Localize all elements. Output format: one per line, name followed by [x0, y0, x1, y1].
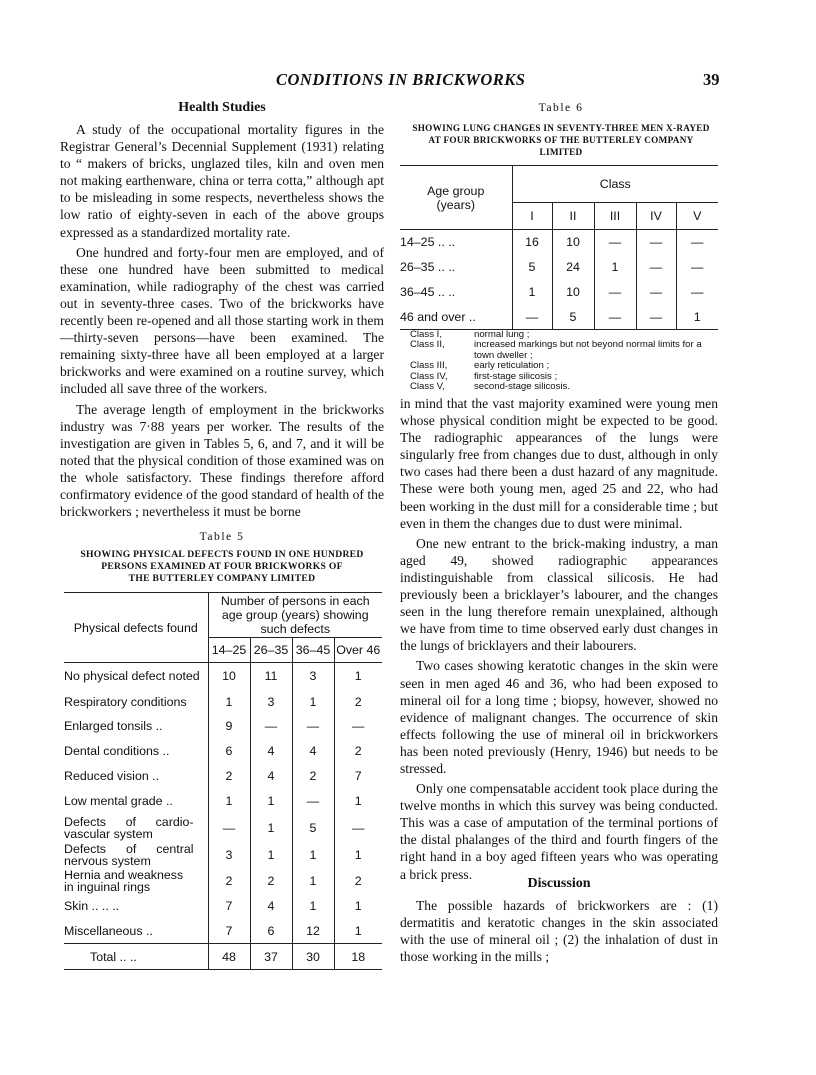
legend-item: [410, 361, 718, 371]
page-number: 39: [703, 70, 720, 89]
table6-col-header: II: [552, 203, 594, 230]
table5-title: [60, 549, 384, 585]
table5-total-cell: 18: [334, 944, 382, 970]
right-paragraph: Two cases showing keratotic changes in the skin were seen in men aged 46 and 36, who had been exposed to mineral oil for a long time ; biopsy, however, showed no evidence of malignant changes. The occurrence of skin effects following the use of mineral oil in brickworkers has been noted previously (Henry, 1946) but needs to be stressed.: [400, 658, 718, 776]
legend-class: Class V,: [410, 381, 445, 393]
table5-cell: 1: [292, 690, 334, 714]
table5-cell: 1: [292, 868, 334, 894]
table6-cell: 5: [512, 255, 552, 280]
legend-desc: first-stage silicosis ;: [474, 370, 558, 382]
table5-col-header: 26–35: [250, 638, 292, 663]
table5-cell: 2: [250, 868, 292, 894]
table6-col-header: III: [594, 203, 636, 230]
table-row: [400, 305, 718, 330]
table5-row-label: Respiratory conditions: [64, 694, 187, 709]
discussion-body: [400, 897, 718, 965]
table5-total-cell: 48: [208, 944, 250, 970]
table5-row-label: Enlarged tonsils ..: [64, 719, 163, 733]
running-title: CONDITIONS IN BRICKWORKS: [276, 70, 526, 89]
table6-cell: 16: [512, 230, 552, 255]
table6-title-line: LIMITED: [539, 147, 583, 157]
table-row: [64, 764, 382, 789]
table6-row-label: 46 and over ..: [400, 309, 476, 324]
table6-cell: —: [676, 230, 718, 255]
table5-title-line: SHOWING PHYSICAL DEFECTS FOUND IN ONE HUNDRED: [80, 549, 364, 560]
table-row: [400, 230, 718, 255]
legend-class: Class IV,: [410, 370, 448, 382]
table5-row-label: Defects of cardio-vascular system: [64, 814, 194, 841]
table-row: [64, 789, 382, 814]
table6-row-label: 36–45 .. ..: [400, 285, 456, 299]
table5-col-header: 36–45: [292, 638, 334, 663]
table5-cell: 1: [250, 789, 292, 814]
table-row: [64, 842, 382, 868]
table5-cell: —: [292, 714, 334, 739]
table5: [64, 592, 382, 970]
table6-stub-header: Age group (years): [427, 183, 485, 212]
left-body: [60, 121, 384, 520]
legend-desc: normal lung ;: [474, 329, 530, 340]
table-row: [64, 739, 382, 764]
legend-desc: increased markings but not beyond normal limits for a town dweller ;: [474, 339, 702, 361]
table6-title-line: AT FOUR BRICKWORKS OF THE BUTTERLEY COMPANY: [428, 135, 694, 145]
table5-cell: —: [292, 789, 334, 814]
table6-cell: 1: [676, 305, 718, 330]
table-row: [64, 944, 382, 970]
table5-group-header: Number of persons in each age group (years) showing such defects: [208, 593, 382, 638]
left-paragraph: The average length of employment in the brickworks industry was 7·88 years per worker. The results of the investigation are given in Tables 5, 6, and 7, and it will be noted that the physical condition of those examined was on the whole satisfactory. These findings therefore afford confirmatory evidence of the good standard of health of the brickworkers ; nevertheless it must be borne: [60, 401, 384, 520]
table-row: [64, 663, 382, 690]
table6-cell: —: [676, 280, 718, 305]
table6-row-label: 14–25 .. ..: [400, 235, 456, 250]
table5-cell: 11: [250, 663, 292, 690]
legend-item: [410, 340, 718, 361]
discussion-heading: Discussion: [527, 876, 591, 891]
table5-row-label: No physical defect noted: [64, 669, 200, 684]
table5-cell: 9: [208, 714, 250, 739]
table6-col-header: I: [512, 203, 552, 230]
table-row: [400, 255, 718, 280]
table6-cell: —: [636, 280, 676, 305]
table5-cell: —: [208, 814, 250, 842]
table6-group-header: Class: [512, 166, 718, 203]
legend-desc: second-stage silicosis.: [474, 381, 570, 393]
table5-row-label: Skin .. .. ..: [64, 899, 120, 913]
table5-row-label: Dental conditions ..: [64, 744, 170, 758]
table5-cell: 1: [292, 842, 334, 868]
table5-cell: 1: [334, 789, 382, 814]
table6-cell: —: [676, 255, 718, 280]
table5-cell: —: [334, 814, 382, 842]
table5-cell: —: [250, 714, 292, 739]
table5-cell: 7: [334, 764, 382, 789]
table5-cell: 5: [292, 814, 334, 842]
table5-cell: 3: [250, 690, 292, 714]
table5-cell: 2: [334, 739, 382, 764]
table5-title-line: THE BUTTERLEY COMPANY LIMITED: [128, 573, 316, 584]
table5-cell: 1: [334, 842, 382, 868]
table5-cell: 1: [292, 894, 334, 919]
table5-cell: 4: [250, 764, 292, 789]
discussion-paragraph: The possible hazards of brickworkers are : (1) dermatitis and keratotic changes in the skin associated with the use of mineral oil ; (2) the inhalation of dust in those working in the mills ;: [400, 898, 718, 965]
table5-cell: 1: [334, 919, 382, 944]
table5-cell: 1: [250, 842, 292, 868]
table5-total-cell: 30: [292, 944, 334, 970]
table6-cell: —: [594, 230, 636, 255]
table5-cell: 3: [208, 842, 250, 868]
table5-cell: 1: [208, 690, 250, 714]
table5-cell: 1: [208, 789, 250, 814]
table-row: [64, 868, 382, 894]
right-paragraph: Only one compensatable accident took place during the twelve months in which this survey was being conducted. This was a case of amputation of the terminal portions of the distal phalanges of the third and fourth fingers of the right hand in a boy aged fifteen years who was operating a brick press.: [400, 781, 718, 882]
table5-row-label: Reduced vision ..: [64, 769, 160, 783]
table5-cell: 1: [334, 894, 382, 919]
table6-cell: 10: [552, 280, 594, 305]
table5-cell: 2: [292, 764, 334, 789]
left-paragraph: One hundred and forty-four men are employed, and of these one hundred have been submitted to medical examination, while radiography of the chest was carried out in seventy-three cases. Two of the brickworks have recently been re-opened and all those starting work in them—thirty-seven persons—have been examined. The remaining sixty-three have all been employed at a larger brickworks and were examined on a routine survey, which included all save three of the workers.: [60, 244, 384, 397]
table5-cell: 4: [292, 739, 334, 764]
table5-cell: 10: [208, 663, 250, 690]
table6-cell: —: [512, 305, 552, 330]
table6-cell: —: [636, 230, 676, 255]
table5-caption: Table 5: [199, 530, 245, 543]
table5-cell: 2: [334, 868, 382, 894]
table6-col-header: IV: [636, 203, 676, 230]
table6: [400, 165, 718, 330]
table6-title-line: SHOWING LUNG CHANGES IN SEVENTY-THREE MEN X-RAYED: [412, 123, 710, 133]
table6-cell: 24: [552, 255, 594, 280]
table5-cell: 3: [292, 663, 334, 690]
table5-cell: 2: [334, 690, 382, 714]
left-paragraph: A study of the occupational mortality figures in the Registrar General’s Decennial Supplement (1931) relating to “ makers of bricks, unglazed tiles, kiln and oven men not making earthenware, china or terra cotta,” although apt to be misleading in some respects, nevertheless shows the low ratio of eighty-seven in each of the above groups expressed as a standardized mortality rate.: [60, 122, 384, 240]
right-paragraph: in mind that the vast majority examined were young men whose physical condition might be expected to be good. The radiographic appearances of the lungs were singularly free from changes due to dust, although in only two cases had there been a dust hazard of any magnitude. These were both young men, aged 25 and 22, who had been working in the dust mill for a considerable time ; but even in them the changes due to dust were minimal.: [400, 396, 718, 531]
table5-title-line: PERSONS EXAMINED AT FOUR BRICKWORKS OF: [101, 561, 343, 572]
legend-class: Class II,: [410, 339, 445, 351]
table5-cell: 6: [208, 739, 250, 764]
table-row: [64, 919, 382, 944]
right-paragraph: One new entrant to the brick-making industry, a man aged 49, showed radiographic appearances indistinguishable from classical silicosis. He had previously been a bricklayer’s labourer, and the changes seen in the lung therefore remain unexplained, although we have from time to time observed early dust changes in the lungs of bricklayers and their labourers.: [400, 535, 718, 654]
table6-row-label: 26–35 .. ..: [400, 260, 456, 274]
table-row: [400, 280, 718, 305]
table5-cell: 1: [334, 663, 382, 690]
right-body: [400, 395, 718, 883]
table5-row-label: Miscellaneous ..: [64, 923, 153, 938]
table6-cell: 1: [594, 255, 636, 280]
table6-title: [400, 122, 722, 158]
table6-caption: Table 6: [538, 101, 584, 114]
table5-row-label: Low mental grade ..: [64, 794, 173, 808]
table5-total-label: Total .. ..: [90, 949, 137, 964]
table5-stub-header: Physical defects found: [73, 620, 198, 635]
legend-class: Class I,: [410, 329, 442, 340]
table5-cell: 7: [208, 894, 250, 919]
table6-cell: —: [636, 305, 676, 330]
table5-total-cell: 37: [250, 944, 292, 970]
table5-cell: 1: [250, 814, 292, 842]
table5-cell: 12: [292, 919, 334, 944]
table5-cell: 7: [208, 919, 250, 944]
table5-cell: 4: [250, 739, 292, 764]
table5-col-header: 14–25: [208, 638, 250, 663]
table5-cell: 4: [250, 894, 292, 919]
table6-cell: 5: [552, 305, 594, 330]
table5-row-label: Hernia and weakness in inguinal rings: [64, 867, 184, 894]
table5-cell: 6: [250, 919, 292, 944]
table5-cell: 2: [208, 764, 250, 789]
legend-item: [410, 382, 718, 392]
table6-cell: —: [594, 280, 636, 305]
table5-row-label: Defects of central nervous system: [64, 841, 194, 868]
legend-desc: early reticulation ;: [474, 360, 550, 372]
table6-cell: 10: [552, 230, 594, 255]
table6-col-header: V: [676, 203, 718, 230]
table5-cell: —: [334, 714, 382, 739]
legend-class: Class III,: [410, 360, 448, 372]
table6-cell: —: [636, 255, 676, 280]
table5-cell: 2: [208, 868, 250, 894]
table6-cell: 1: [512, 280, 552, 305]
table-row: [64, 690, 382, 714]
table6-cell: —: [594, 305, 636, 330]
table6-legend: [410, 330, 718, 392]
table-row: [64, 814, 382, 842]
health-studies-heading: Health Studies: [178, 100, 266, 115]
table-row: [64, 894, 382, 919]
table-row: [64, 714, 382, 739]
table5-col-header: Over 46: [334, 638, 382, 663]
